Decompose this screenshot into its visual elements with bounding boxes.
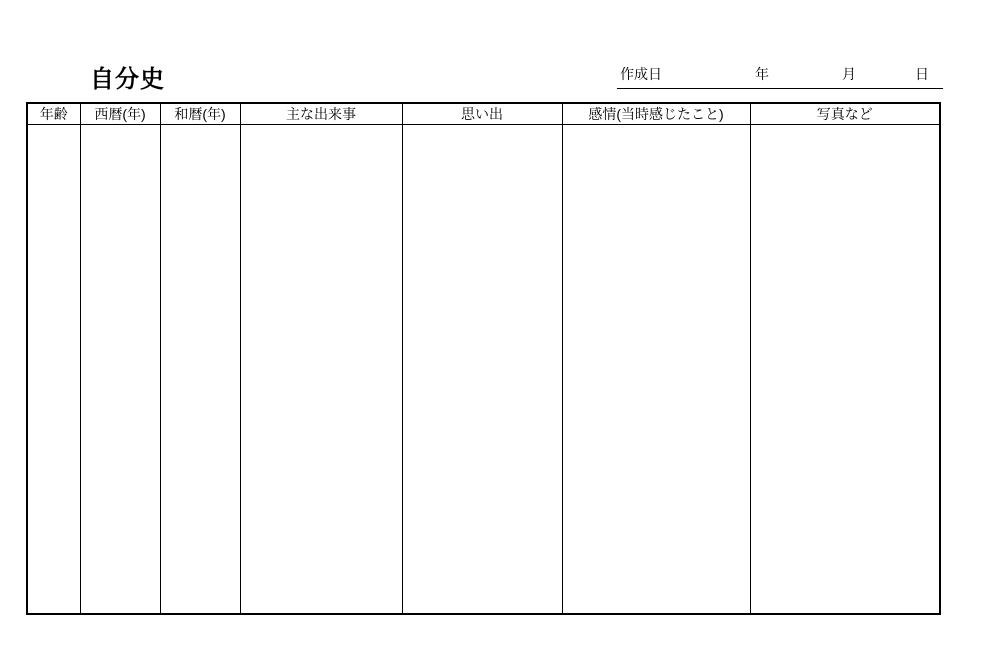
cell-japanese-year[interactable] xyxy=(160,125,240,614)
day-label: 日 xyxy=(915,66,929,82)
table-row xyxy=(27,125,940,614)
header-row xyxy=(27,103,940,125)
col-header-main-events: 主な出来事 xyxy=(240,103,402,125)
cell-western-year[interactable] xyxy=(80,125,160,614)
cell-emotions[interactable] xyxy=(562,125,750,614)
month-label: 月 xyxy=(842,66,856,82)
col-header-western-year: 西暦(年) xyxy=(80,103,160,125)
cell-photos[interactable] xyxy=(750,125,940,614)
history-table xyxy=(26,102,941,615)
year-label: 年 xyxy=(755,66,769,82)
col-header-age: 年齢 xyxy=(27,103,80,125)
col-header-japanese-year: 和暦(年) xyxy=(160,103,240,125)
cell-main-events[interactable] xyxy=(240,125,402,614)
cell-age[interactable] xyxy=(27,125,80,614)
col-header-emotions: 感情(当時感じたこと) xyxy=(562,103,750,125)
creation-date-label: 作成日 xyxy=(620,66,662,82)
creation-date-day-field[interactable] xyxy=(857,66,913,84)
page-title: 自分史 xyxy=(90,66,165,93)
cell-memories[interactable] xyxy=(402,125,562,614)
col-header-photos: 写真など xyxy=(750,103,940,125)
creation-date-month-field[interactable] xyxy=(770,66,840,84)
creation-date-line xyxy=(617,60,943,89)
creation-date-year-field[interactable] xyxy=(663,66,753,84)
col-header-memories: 思い出 xyxy=(402,103,562,125)
